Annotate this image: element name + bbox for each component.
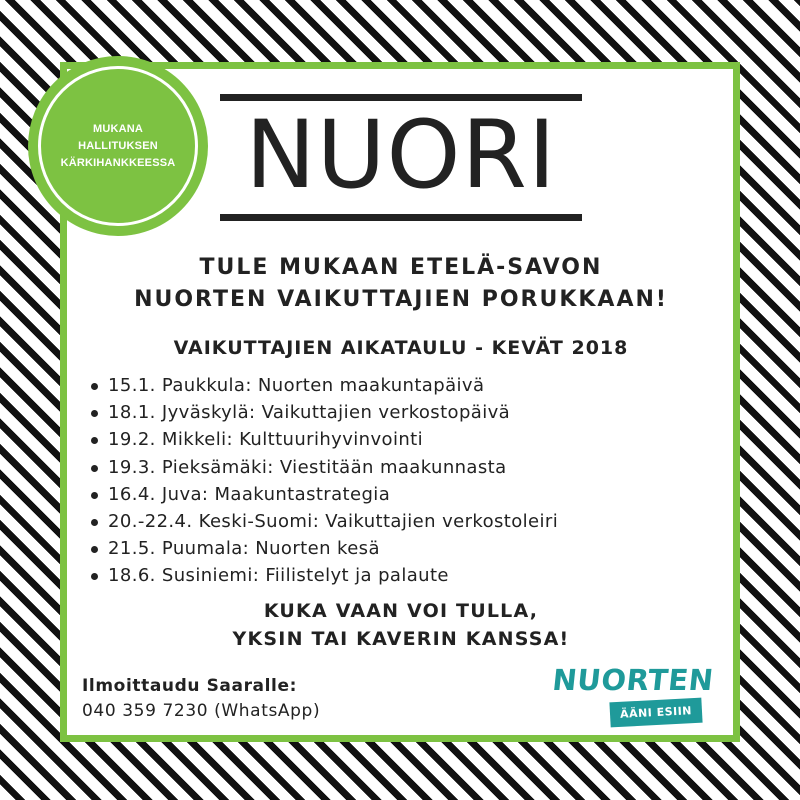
bullet-icon — [91, 546, 98, 553]
schedule-list — [88, 372, 558, 590]
list-item — [88, 508, 558, 535]
badge-text: MUKANA HALLITUKSEN KÄRKIHANKKEESSA — [60, 122, 176, 169]
closing-line-2: YKSIN TAI KAVERIN KANSSA! — [232, 628, 570, 650]
bullet-icon — [91, 492, 98, 499]
closing-line-1: KUKA VAAN VOI TULLA, — [263, 600, 539, 622]
schedule-item-text: 16.4. Juva: Maakuntastrategia — [108, 483, 391, 505]
page-title: NUORI — [245, 101, 557, 210]
contact-label: Ilmoittaudu Saaralle: — [82, 676, 298, 696]
bullet-icon — [91, 410, 98, 417]
headline-line-2: NUORTEN VAIKUTTAJIEN PORUKKAAN! — [134, 287, 668, 312]
list-item — [88, 372, 558, 399]
schedule-item-text: 20.-22.4. Keski-Suomi: Vaikuttajien verkostoleiri — [108, 510, 559, 532]
list-item — [88, 562, 558, 589]
list-item — [88, 426, 558, 453]
list-item — [88, 481, 558, 508]
bullet-icon — [91, 437, 98, 444]
schedule-item-text: 19.3. Pieksämäki: Viestitään maakunnasta — [108, 456, 507, 478]
schedule-title: VAIKUTTAJIEN AIKATAULU - KEVÄT 2018 — [173, 337, 629, 359]
bullet-icon — [91, 383, 98, 390]
title-bar-top — [220, 94, 582, 101]
schedule-item-text: 15.1. Paukkula: Nuorten maakuntapäivä — [108, 375, 485, 396]
list-item — [88, 535, 558, 562]
title-bar-bottom — [220, 214, 582, 221]
headline-line-1: TULE MUKAAN ETELÄ-SAVON — [199, 255, 603, 280]
schedule-item-text: 18.6. Susiniemi: Fiilistelyt ja palaute — [108, 565, 449, 587]
contact-phone: 040 359 7230 (WhatsApp) — [82, 701, 321, 721]
nuorten-logo — [548, 663, 718, 738]
bullet-icon — [91, 519, 98, 526]
schedule-item-text: 21.5. Puumala: Nuorten kesä — [108, 538, 380, 560]
logo-wordmark: NUORTEN — [550, 663, 716, 697]
list-item — [88, 454, 558, 481]
schedule-item-text: 19.2. Mikkeli: Kulttuurihyvinvointi — [108, 429, 424, 451]
campaign-badge — [28, 56, 208, 236]
bullet-icon — [91, 465, 98, 472]
bullet-icon — [91, 573, 98, 580]
logo-tagline: ÄÄNI ESIIN — [609, 698, 702, 728]
schedule-item-text: 18.1. Jyväskylä: Vaikuttajien verkostopäivä — [108, 402, 511, 424]
list-item — [88, 399, 558, 426]
